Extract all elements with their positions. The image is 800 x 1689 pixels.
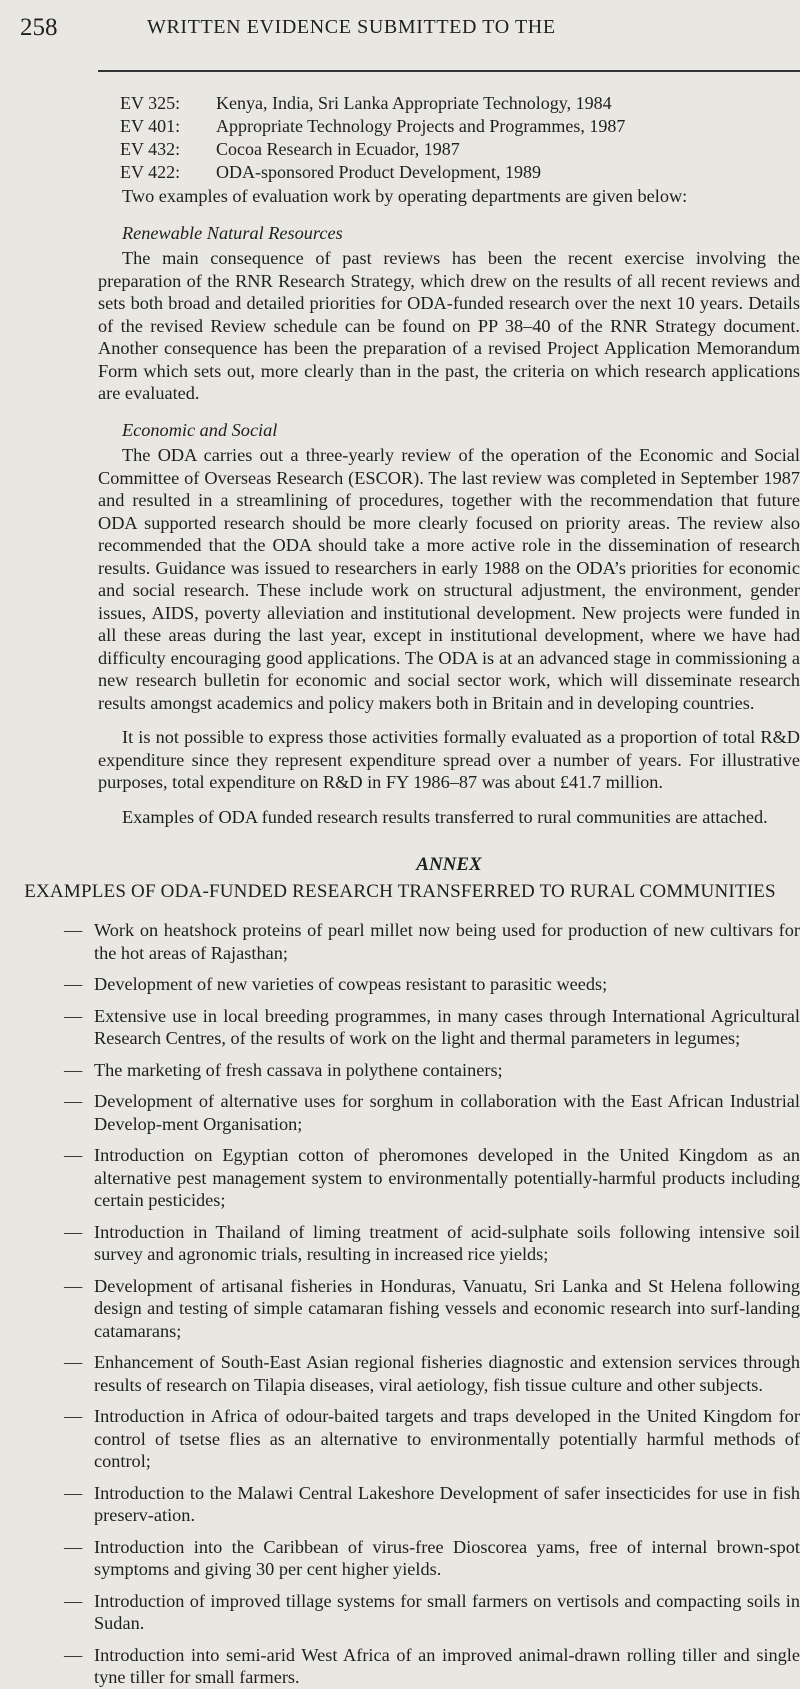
list-item — [38, 973, 800, 996]
list-item-text: Introduction into the Caribbean of virus-free Dioscorea yams, free of internal brown-spot symptoms and giving 30 per cent higher yields. — [94, 1536, 800, 1579]
running-head: WRITTEN EVIDENCE SUBMITTED TO THE — [147, 16, 556, 38]
annex-subtitle: EXAMPLES OF ODA-FUNDED RESEARCH TRANSFERRED TO RURAL COMMUNITIES — [24, 880, 776, 902]
list-item-text: Development of alternative uses for sorghum in collaboration with the East African Industrial Develop-ment Organisation; — [94, 1091, 800, 1134]
dash: — — [64, 974, 83, 994]
list-item — [38, 1482, 800, 1527]
list-item-text: Introduction into semi-arid West Africa of an improved animal-drawn rolling tiller and single tyne tiller for small farmers. — [94, 1644, 800, 1687]
list-item-text: Introduction to the Malawi Central Lakeshore Development of safer insecticides for use in fish preserv-ation. — [94, 1482, 800, 1525]
dash: — — [64, 1145, 83, 1165]
list-item-text: Introduction in Thailand of liming treatment of acid-sulphate soils following intensive soil survey and agronomic trials, resulting in increased rice yields; — [94, 1221, 800, 1264]
dash: — — [64, 1482, 83, 1503]
expenditure-paragraph: It is not possible to express those activities formally evaluated as a proportion of total R&D expenditure since they represent expenditure spread over a number of years. For illustrative purposes, total expenditure on R&D in FY 1986–87 was about £41.7 million. — [98, 727, 800, 792]
list-item — [38, 1275, 800, 1343]
evaluation-list-item — [120, 161, 625, 184]
intro-paragraph: Two examples of evaluation work by operating departments are given below: — [122, 186, 688, 206]
examples-paragraph: Examples of ODA funded research results transferred to rural communities are attached. — [122, 806, 768, 827]
list-item — [38, 1405, 800, 1473]
dash: — — [64, 920, 83, 940]
section-heading: Renewable Natural Resources — [122, 222, 343, 243]
dash: — — [64, 1406, 83, 1426]
dash: — — [64, 1221, 83, 1242]
ev-code: EV 432: — [120, 139, 181, 159]
evaluation-list — [120, 92, 625, 184]
list-item — [38, 1005, 800, 1050]
dash: — — [64, 1590, 83, 1611]
list-item — [38, 1351, 800, 1396]
dash: — — [64, 1536, 83, 1557]
dash: — — [64, 1352, 83, 1372]
dash: — — [64, 1644, 83, 1665]
list-item — [38, 919, 800, 964]
ev-title: Cocoa Research in Ecuador, 1987 — [216, 139, 460, 159]
dash: — — [64, 1059, 83, 1080]
ev-code: EV 325: — [120, 93, 181, 113]
list-item-text: The marketing of fresh cassava in polythene containers; — [94, 1059, 503, 1080]
list-item-text: Enhancement of South-East Asian regional fisheries diagnostic and extension services through results of research on Tilapia diseases, viral aetiology, fish tissue culture and other subjects. — [94, 1352, 800, 1395]
header-rule — [98, 70, 800, 72]
list-item-text: Introduction in Africa of odour-baited targets and traps developed in the United Kingdom for control of tsetse flies as an alternative to environmentally potentially harmful methods of control; — [94, 1406, 800, 1471]
list-item — [38, 1536, 800, 1581]
dash: — — [64, 1005, 83, 1026]
annex-title: ANNEX — [416, 854, 482, 875]
list-item-text: Extensive use in local breeding programmes, in many cases through International Agricultural Research Centres, of the results of work on the light and thermal parameters in legumes; — [94, 1005, 800, 1048]
list-item-text: Introduction of improved tillage systems for small farmers on vertisols and compacting soils in Sudan. — [94, 1590, 800, 1633]
page-header — [20, 14, 800, 54]
list-item-text: Introduction on Egyptian cotton of pheromones developed in the United Kingdom as an alternative pest management system to environmentally potentially-harmful products including certain pesticides; — [94, 1145, 800, 1210]
annex-list — [38, 919, 800, 1689]
list-item — [38, 1644, 800, 1689]
list-item — [38, 1221, 800, 1266]
list-item — [38, 1590, 800, 1635]
evaluation-list-item — [120, 92, 625, 115]
dash: — — [64, 1091, 83, 1111]
ev-code: EV 422: — [120, 162, 181, 182]
document-body — [24, 185, 800, 1689]
list-item — [38, 1144, 800, 1212]
ev-title: Appropriate Technology Projects and Programmes, 1987 — [216, 116, 626, 136]
evaluation-list-item — [120, 115, 625, 138]
list-item — [38, 1059, 800, 1082]
list-item-text: Development of artisanal fisheries in Honduras, Vanuatu, Sri Lanka and St Helena following design and testing of simple catamaran fishing vessels and economic research into surf-landing catamarans; — [94, 1275, 800, 1341]
evaluation-list-item — [120, 138, 625, 161]
dash: — — [64, 1275, 83, 1296]
ev-title: Kenya, India, Sri Lanka Appropriate Technology, 1984 — [216, 93, 612, 113]
section-paragraph: The main consequence of past reviews has been the recent exercise involving the preparation of the RNR Research Strategy, which drew on the results of all recent reviews and sets both broad and detailed priorities for ODA-funded research over the next 10 years. Details of the revised Review schedule can be found on PP 38–40 of the RNR Strategy document. Another consequence has been the preparation of a revised Project Application Memorandum Form which sets out, more clearly than in the past, the criteria on which research applications are evaluated. — [98, 248, 800, 403]
ev-code: EV 401: — [120, 116, 181, 136]
list-item-text: Development of new varieties of cowpeas resistant to parasitic weeds; — [94, 974, 608, 994]
page-number: 258 — [20, 14, 58, 41]
ev-title: ODA-sponsored Product Development, 1989 — [216, 162, 541, 182]
section-paragraph: The ODA carries out a three-yearly review of the operation of the Economic and Social Committee of Overseas Research (ESCOR). The last review was completed in September 1987 and resulted in a streamlining of procedures, together with the recommendation that future ODA supported research should be more clearly focused on priority areas. The review also recommended that the ODA should take a more active role in the dissemination of research results. Guidance was issued to researchers in early 1988 on the ODA’s priorities for economic and social research. These include work on structural adjustment, the environment, gender issues, AIDS, poverty alleviation and institutional development. New projects were funded in all these areas during the last year, except in institutional development, where we have had difficulty encouraging good applications. The ODA is at an advanced stage in commissioning a new research bulletin for economic and social sector work, which will disseminate research results amongst academics and policy makers both in Britain and in developing countries. — [98, 445, 800, 713]
section-heading: Economic and Social — [122, 419, 278, 440]
list-item — [38, 1090, 800, 1135]
list-item-text: Work on heatshock proteins of pearl millet now being used for production of new cultivars for the hot areas of Rajasthan; — [94, 920, 800, 963]
